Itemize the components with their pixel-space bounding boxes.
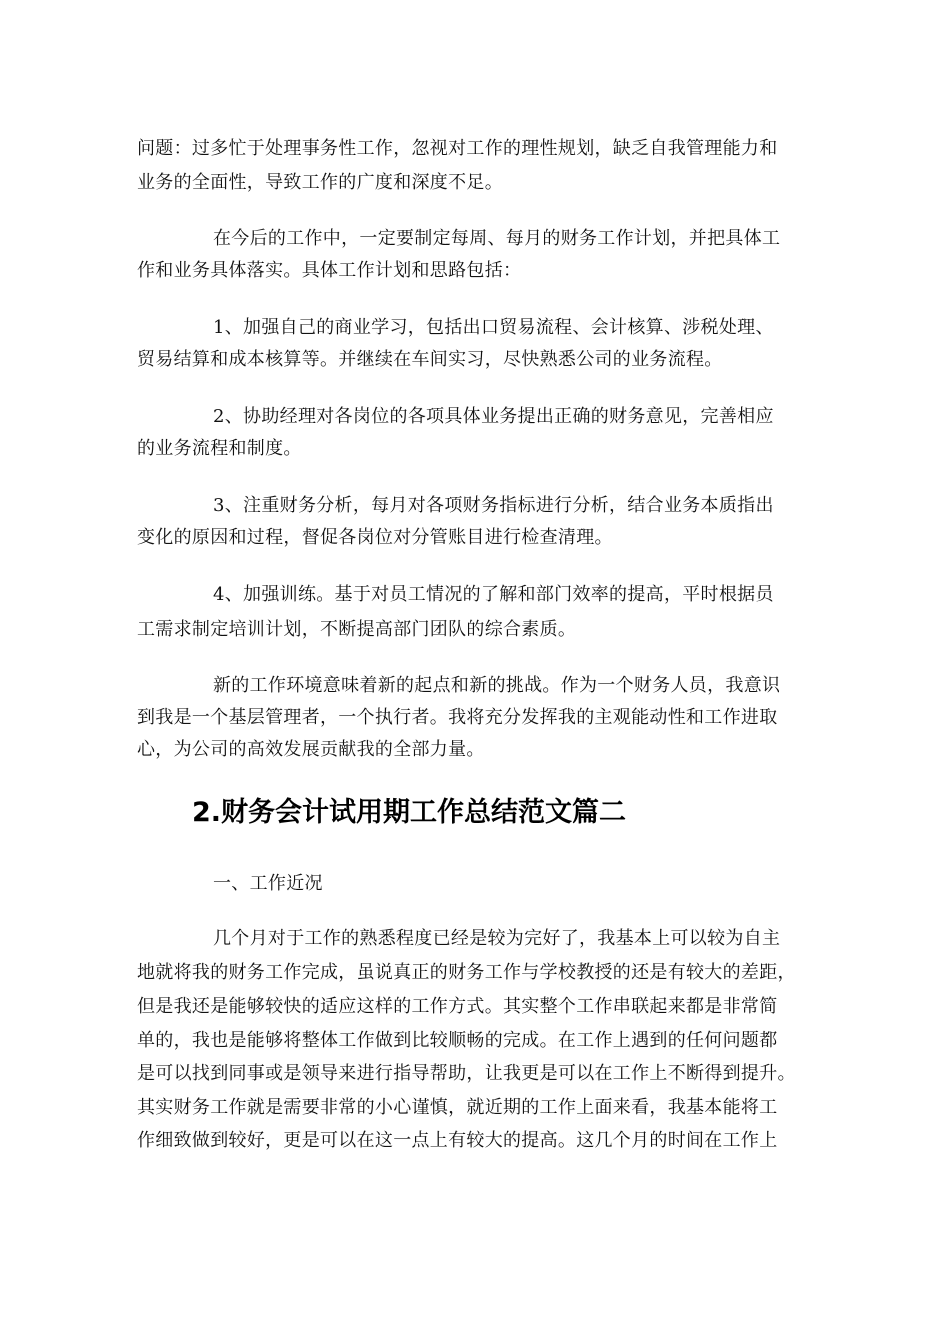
- section-heading: 2.财务会计试用期工作总结范文篇二: [192, 797, 627, 828]
- paragraph-line: 业务的全面性，导致工作的广度和深度不足。: [137, 172, 503, 193]
- paragraph-line: 心，为公司的高效发展贡献我的全部力量。: [137, 739, 485, 760]
- paragraph-line: 作细致做到较好，更是可以在这一点上有较大的提高。这几个月的时间在工作上: [137, 1130, 778, 1151]
- list-item-line: 工需求制定培训计划，不断提高部门团队的综合素质。: [137, 619, 577, 640]
- list-item-line: 变化的原因和过程，督促各岗位对分管账目进行检查清理。: [137, 527, 613, 548]
- list-item-line: 4、加强训练。基于对员工情况的了解和部门效率的提高，平时根据员: [213, 584, 774, 605]
- subsection-title: 一、工作近况: [213, 873, 323, 894]
- paragraph-line: 但是我还是能够较快的适应这样的工作方式。其实整个工作串联起来都是非常简: [137, 996, 778, 1017]
- paragraph-line: 其实财务工作就是需要非常的小心谨慎，就近期的工作上面来看，我基本能将工: [137, 1097, 778, 1118]
- paragraph-line: 单的，我也是能够将整体工作做到比较顺畅的完成。在工作上遇到的任何问题都: [137, 1030, 778, 1051]
- list-item-line: 3、注重财务分析，每月对各项财务指标进行分析，结合业务本质指出: [213, 495, 774, 516]
- list-item-line: 2、协助经理对各岗位的各项具体业务提出正确的财务意见，完善相应: [213, 406, 774, 427]
- paragraph-line: 新的工作环境意味着新的起点和新的挑战。作为一个财务人员，我意识: [213, 675, 781, 696]
- paragraph-line: 问题：过多忙于处理事务性工作，忽视对工作的理性规划，缺乏自我管理能力和: [137, 138, 778, 159]
- paragraph-line: 几个月对于工作的熟悉程度已经是较为完好了，我基本上可以较为自主: [213, 928, 781, 949]
- list-item-line: 1、加强自己的商业学习，包括出口贸易流程、会计核算、涉税处理、: [213, 317, 774, 338]
- paragraph-line: 地就将我的财务工作完成，虽说真正的财务工作与学校教授的还是有较大的差距，: [137, 962, 796, 983]
- paragraph-line: 作和业务具体落实。具体工作计划和思路包括：: [137, 260, 522, 281]
- paragraph-line: 在今后的工作中，一定要制定每周、每月的财务工作计划，并把具体工: [213, 228, 781, 249]
- list-item-line: 贸易结算和成本核算等。并继续在车间实习，尽快熟悉公司的业务流程。: [137, 349, 723, 370]
- paragraph-line: 到我是一个基层管理者，一个执行者。我将充分发挥我的主观能动性和工作进取: [137, 707, 778, 728]
- list-item-line: 的业务流程和制度。: [137, 438, 302, 459]
- paragraph-line: 是可以找到同事或是领导来进行指导帮助，让我更是可以在工作上不断得到提升。: [137, 1063, 796, 1084]
